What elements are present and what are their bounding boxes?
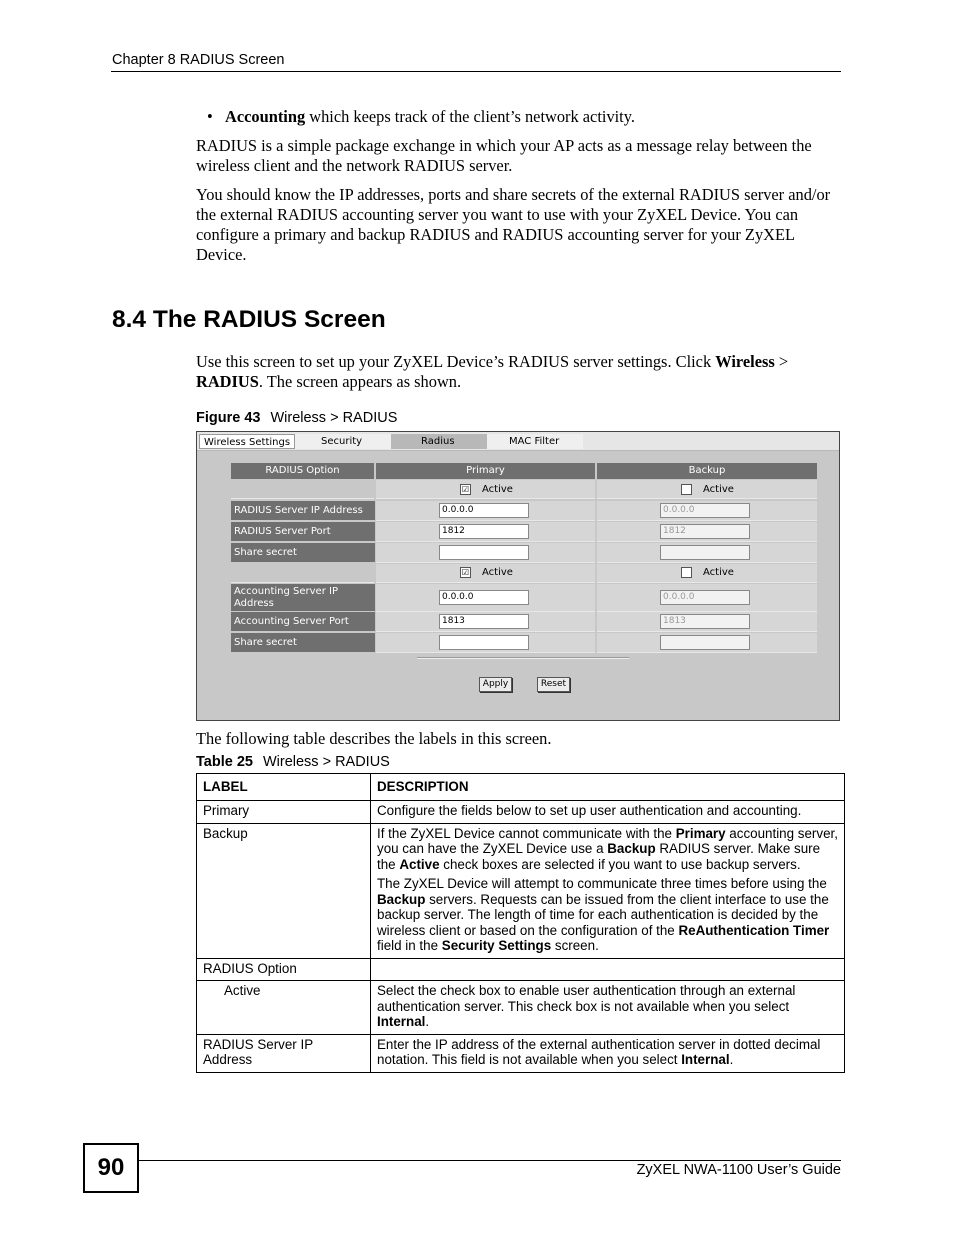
desc-text: screen. <box>551 938 599 953</box>
desc-text: check boxes are selected if you want to use backup servers. <box>439 856 801 872</box>
label-share-secret: Share secret <box>231 543 375 562</box>
desc-text: servers. Requests can be issued from the client interface to use the backup server. The length of time for each authentication is decided by the wireless client or based on the configuration of the <box>377 891 829 938</box>
desc-bold: Security Settings <box>441 938 552 953</box>
section-title: 8.4 The RADIUS Screen <box>112 306 386 333</box>
bullet-dot: • <box>207 107 213 126</box>
row-description-empty <box>371 958 845 981</box>
backup-server-port-input[interactable]: 1812 <box>660 524 750 539</box>
backup-acct-active-cell <box>597 564 817 583</box>
page-number: 90 <box>83 1143 139 1193</box>
figure-label: Figure 43 <box>196 410 261 426</box>
desc-text: Select the check box to enable user authentication through an external authentication server. This check box is not available when you select <box>377 983 796 1014</box>
table-label: Table 25 <box>196 754 253 770</box>
figure-caption <box>196 410 397 426</box>
desc-bold: Primary <box>675 825 726 841</box>
description-table <box>196 773 845 1073</box>
desc-text: . <box>729 1052 734 1067</box>
primary-acct-active-label: Active <box>482 567 513 578</box>
primary-server-port-input[interactable]: 1812 <box>439 524 529 539</box>
reset-button[interactable]: Reset <box>537 677 570 692</box>
accounting-bullet <box>207 107 635 127</box>
backup-ip-cell <box>597 501 817 521</box>
section-intro-bold-radius: RADIUS <box>196 372 259 391</box>
tab-radius[interactable]: Radius <box>391 434 487 449</box>
intro-paragraph-2: You should know the IP addresses, ports and share secrets of the external RADIUS server and/or the external RADIUS accounting server you want to use with your ZyXEL Device. You can configure a primary and backup RADIUS and RADIUS accounting server for your ZyXEL Device. <box>196 185 831 264</box>
desc-bold: Backup <box>377 891 426 907</box>
backup-accounting-ip-input[interactable]: 0.0.0.0 <box>660 590 750 605</box>
button-separator <box>417 657 629 659</box>
section-intro-text: Use this screen to set up your ZyXEL Device’s RADIUS server settings. Click <box>196 352 716 371</box>
bullet-text: which keeps track of the client’s network activity. <box>305 107 635 126</box>
label-accounting-server-ip: Accounting Server IP Address <box>231 584 375 611</box>
primary-acct-ip-cell <box>376 584 595 612</box>
desc-bold: Active <box>399 856 440 872</box>
header-rule <box>111 71 841 72</box>
backup-port-cell <box>597 522 817 542</box>
desc-bold: Backup <box>607 841 656 856</box>
tab-security[interactable]: Security <box>295 434 391 449</box>
row-label: Primary <box>197 801 371 824</box>
row-label: RADIUS Server IP Address <box>197 1034 371 1072</box>
desc-bold: Internal <box>377 1014 426 1029</box>
primary-acct-active-cell <box>376 564 595 583</box>
column-header-backup: Backup <box>597 463 817 479</box>
footer-rule <box>139 1160 841 1161</box>
backup-acct-port-cell <box>597 612 817 632</box>
primary-secret2-cell <box>376 633 595 653</box>
backup-active-label: Active <box>703 484 734 495</box>
row-description <box>371 1034 845 1072</box>
desc-text: . <box>425 1014 430 1029</box>
primary-port-cell <box>376 522 595 542</box>
header-label: LABEL <box>197 774 371 801</box>
apply-button[interactable]: Apply <box>479 677 512 692</box>
backup-server-ip-input[interactable]: 0.0.0.0 <box>660 503 750 518</box>
table-intro: The following table describes the labels in this screen. <box>196 729 552 748</box>
table-row <box>197 958 845 981</box>
row-label: Backup <box>197 823 371 958</box>
desc-bold: ReAuthentication Timer <box>678 922 830 938</box>
tab-bar <box>197 432 839 451</box>
radius-screenshot <box>196 431 840 721</box>
table-title: Wireless > RADIUS <box>262 754 390 770</box>
desc-text: If the ZyXEL Device cannot communicate with the <box>377 825 676 841</box>
primary-acct-active-checkbox[interactable]: ☑ <box>461 568 470 577</box>
label-accounting-server-port: Accounting Server Port <box>231 612 375 631</box>
primary-active-checkbox[interactable]: ☑ <box>461 485 470 494</box>
backup-description-p2 <box>377 876 838 954</box>
section-intro-end: . The screen appears as shown. <box>258 372 462 391</box>
backup-accounting-secret-input[interactable] <box>660 635 750 650</box>
backup-description-p1 <box>377 826 838 873</box>
row-description <box>371 823 845 958</box>
tab-mac-filter[interactable]: MAC Filter <box>487 434 583 449</box>
bullet-bold: Accounting <box>225 107 306 126</box>
label-radius-server-port: RADIUS Server Port <box>231 522 375 541</box>
primary-accounting-secret-input[interactable] <box>439 635 529 650</box>
blank-cell <box>231 480 374 499</box>
table-caption <box>196 754 390 770</box>
section-intro-sep: > <box>774 352 789 371</box>
blank-cell <box>231 564 374 583</box>
intro-paragraph-1: RADIUS is a simple package exchange in which your AP acts as a message relay between the wireless client and the network RADIUS server. <box>196 136 812 175</box>
primary-active-label: Active <box>482 484 513 495</box>
table-header-row <box>197 774 845 801</box>
row-label: RADIUS Option <box>197 958 371 981</box>
backup-acct-ip-cell <box>597 584 817 612</box>
backup-accounting-port-input[interactable]: 1813 <box>660 614 750 629</box>
primary-server-ip-input[interactable]: 0.0.0.0 <box>439 503 529 518</box>
table-row <box>197 1034 845 1072</box>
backup-acct-active-label: Active <box>703 567 734 578</box>
table-row <box>197 801 845 824</box>
header-description: DESCRIPTION <box>371 774 845 801</box>
tab-wireless-settings[interactable]: Wireless Settings <box>199 434 295 449</box>
primary-share-secret-input[interactable] <box>439 545 529 560</box>
footer-guide-title: ZyXEL NWA-1100 User’s Guide <box>636 1162 841 1178</box>
primary-ip-cell <box>376 501 595 521</box>
desc-text: Enter the IP address of the external authentication server in dotted decimal notation. This field is not available when you select <box>377 1036 821 1067</box>
backup-acct-active-checkbox[interactable] <box>681 567 692 578</box>
desc-text: field in the <box>377 938 442 953</box>
backup-secret-cell <box>597 543 817 563</box>
section-intro-bold-wireless: Wireless <box>715 352 775 371</box>
column-header-option: RADIUS Option <box>231 463 374 479</box>
column-header-primary: Primary <box>376 463 595 479</box>
primary-active-cell <box>376 480 595 499</box>
row-description: Configure the fields below to set up user authentication and accounting. <box>371 801 845 824</box>
desc-text: The ZyXEL Device will attempt to communicate three times before using the <box>377 876 827 891</box>
primary-accounting-port-input[interactable]: 1813 <box>439 614 529 629</box>
backup-share-secret-input[interactable] <box>660 545 750 560</box>
primary-secret-cell <box>376 543 595 563</box>
table-row <box>197 981 845 1035</box>
primary-acct-port-cell <box>376 612 595 632</box>
desc-text: RADIUS server. Make sure the <box>377 841 821 872</box>
label-accounting-share-secret: Share secret <box>231 633 375 652</box>
table-row <box>197 823 845 958</box>
backup-secret2-cell <box>597 633 817 653</box>
backup-active-checkbox[interactable] <box>681 484 692 495</box>
row-label: Active <box>197 981 371 1035</box>
backup-active-cell <box>597 480 817 499</box>
label-radius-server-ip: RADIUS Server IP Address <box>231 501 375 520</box>
desc-bold: Internal <box>681 1052 730 1067</box>
desc-text: accounting server, you can have the ZyXEL Device use a <box>377 825 838 856</box>
figure-title: Wireless > RADIUS <box>270 410 398 426</box>
row-description <box>371 981 845 1035</box>
primary-accounting-ip-input[interactable]: 0.0.0.0 <box>439 590 529 605</box>
section-intro <box>196 352 846 392</box>
chapter-header: Chapter 8 RADIUS Screen <box>112 52 285 68</box>
